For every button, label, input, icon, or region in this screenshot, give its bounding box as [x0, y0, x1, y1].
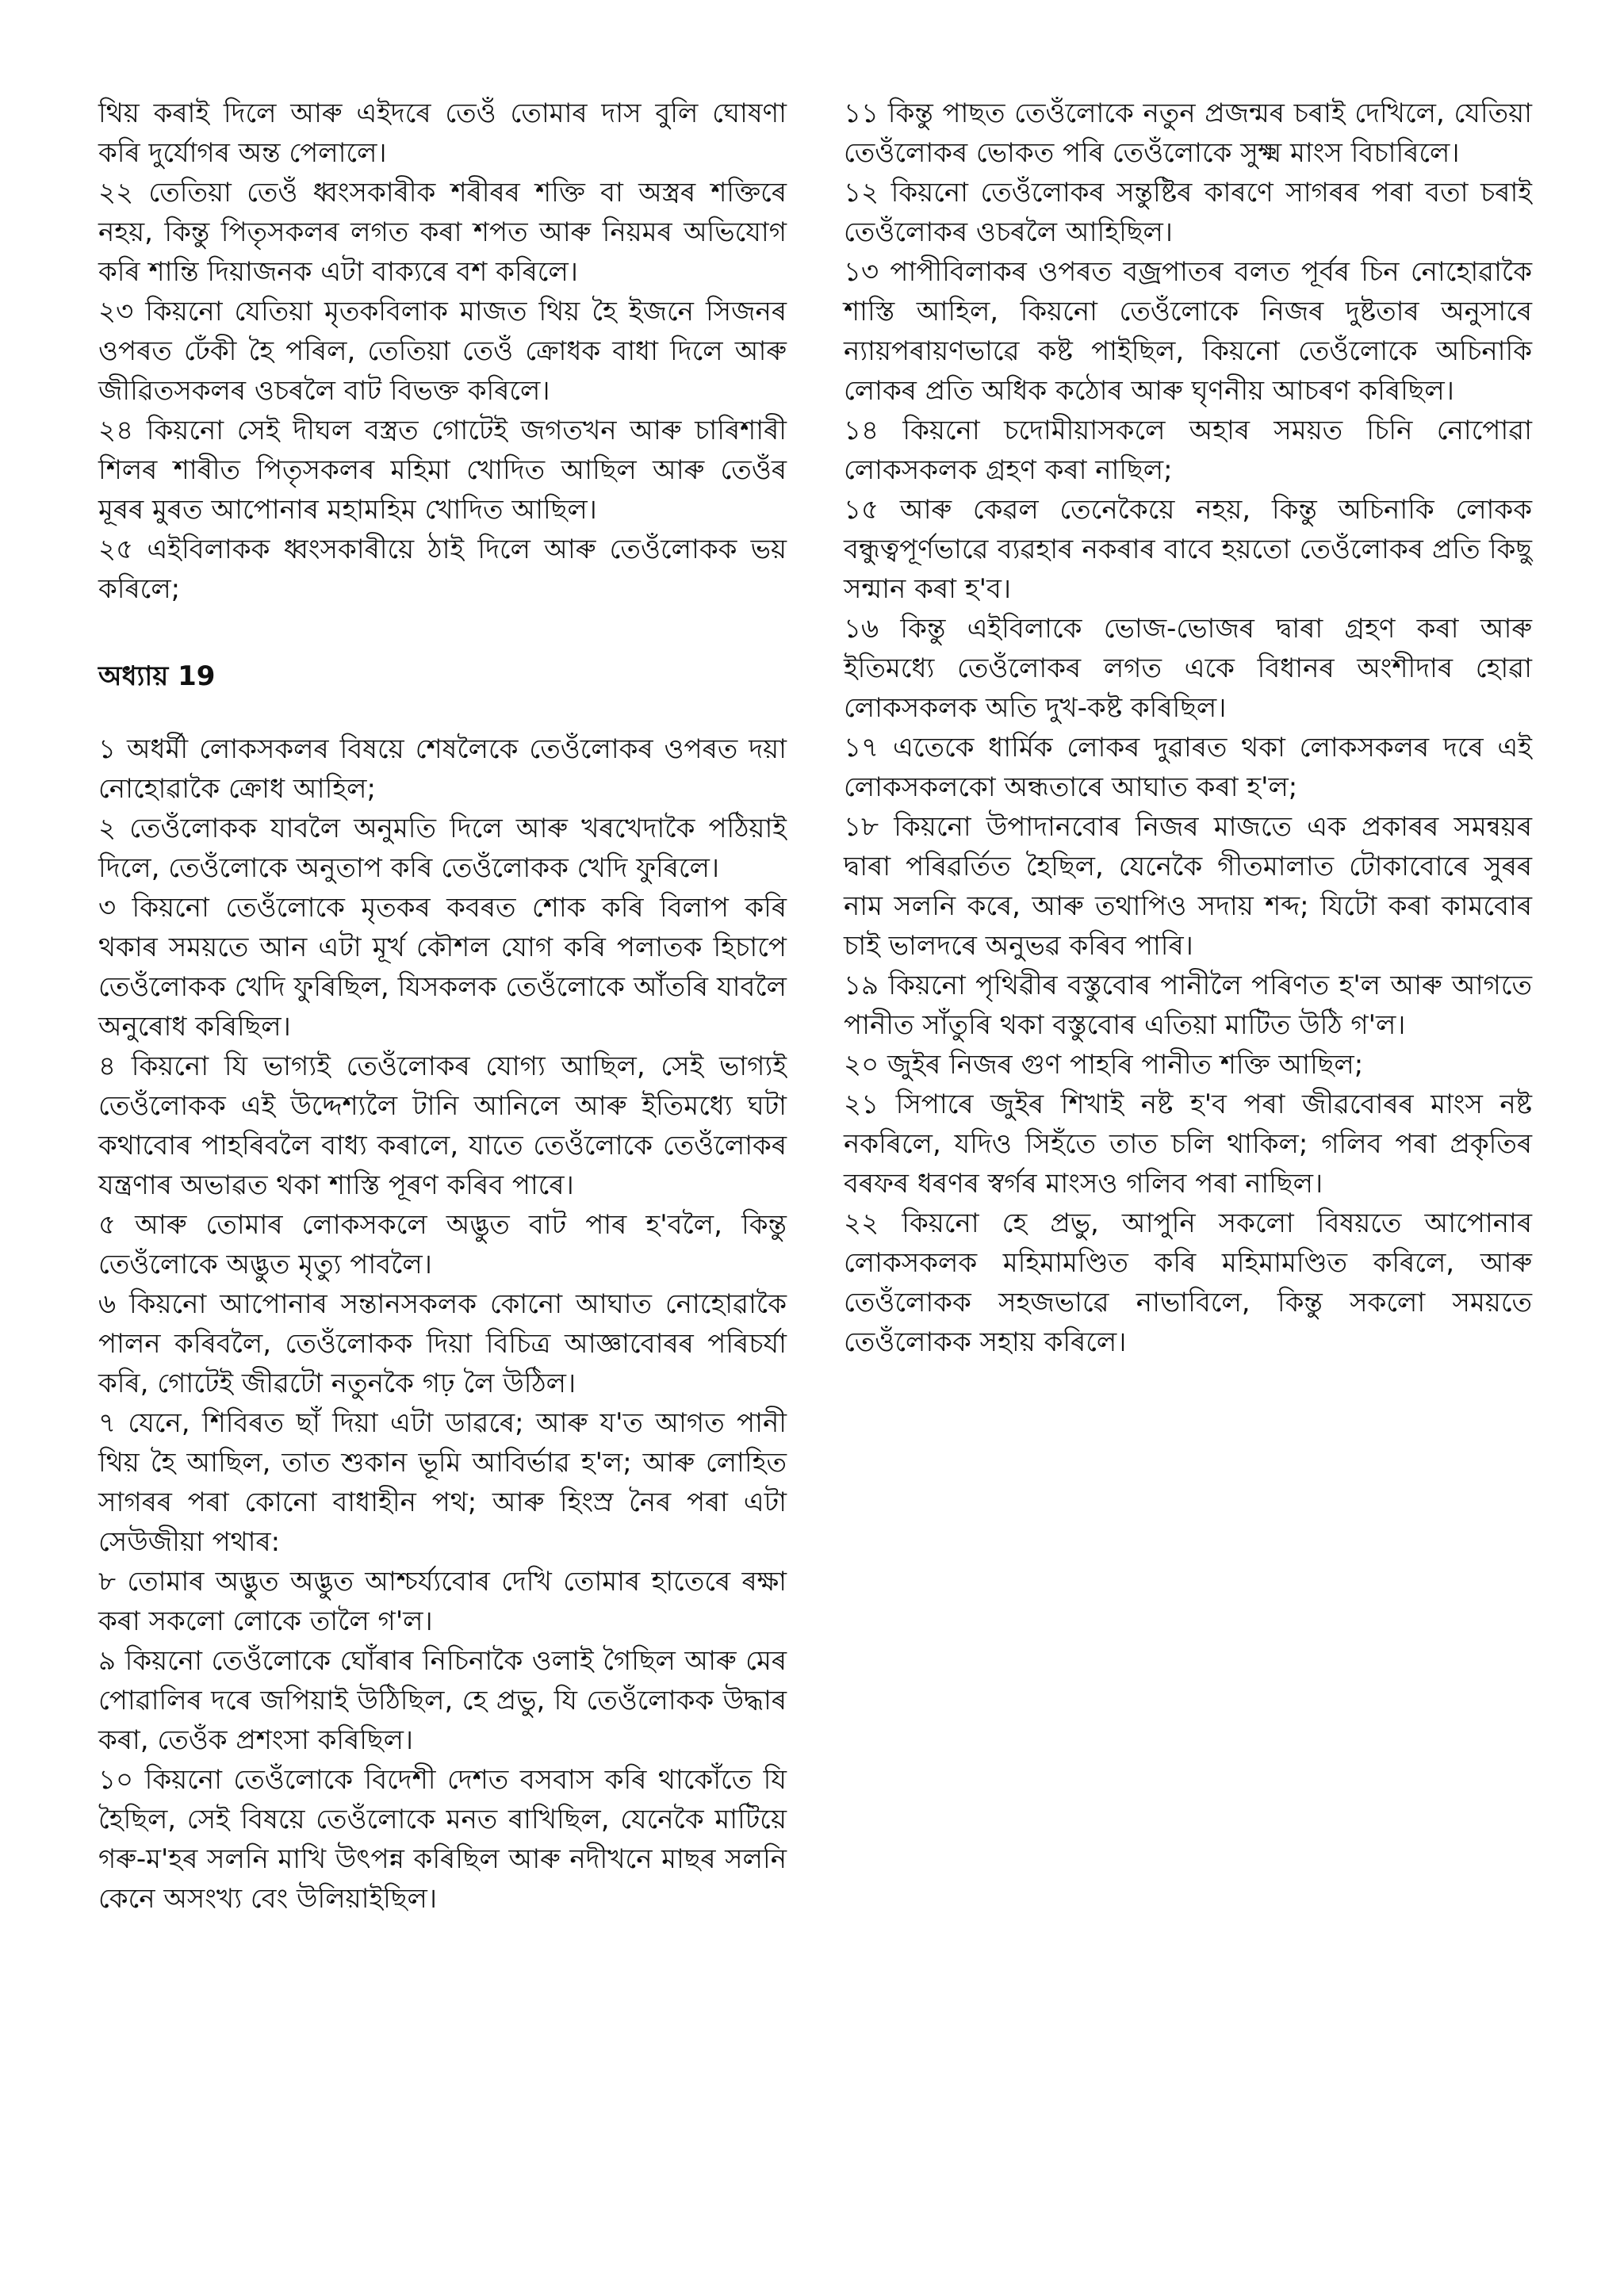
verse: ৭ যেনে, শিবিৰত ছাঁ দিয়া এটা ডাৱৰে; আৰু য'ত আগত পানী থিয় হৈ আছিল, তাত শুকান ভূমি আবিৰ্ভাৱ হ'ল; আৰু লোহিত সাগৰৰ পৰা কোনো বাধাহীন পথ; আৰু হিংস্ৰ নৈৰ পৰা এটা সেউজীয়া পথাৰ:	[98, 1407, 787, 1558]
verse: ১৭ এতেকে ধাৰ্মিক লোকৰ দুৱাৰত থকা লোকসকলৰ দৰে এই লোকসকলকো অন্ধতাৰে আঘাত কৰা হ'ল;	[844, 732, 1532, 803]
verse: ২০ জুইৰ নিজৰ গুণ পাহৰি পানীত শক্তি আছিল;	[844, 1049, 1364, 1081]
verse: ২২ তেতিয়া তেওঁ ধ্বংসকাৰীক শৰীৰৰ শক্তি বা অস্ত্ৰৰ শক্তিৰে নহয়, কিন্তু পিতৃসকলৰ লগত কৰা শপত আৰু নিয়মৰ অভিযোগ কৰি শান্তি দিয়াজনক এটা বাক্যৰে বশ কৰিলে।	[98, 177, 787, 288]
verse: ২১ সিপাৰে জুইৰ শিখাই নষ্ট হ'ব পৰা জীৱবোৰৰ মাংস নষ্ট নকৰিলে, যদিও সিহঁতে তাত চলি থাকিল; গলিব পৰা প্ৰকৃতিৰ বৰফৰ ধৰণৰ স্বৰ্গৰ মাংসও গলিব পৰা নাছিল।	[844, 1089, 1532, 1200]
verse: ১১ কিন্তু পাছত তেওঁলোকে নতুন প্ৰজন্মৰ চৰাই দেখিলে, যেতিয়া তেওঁলোকৰ ভোকত পৰি তেওঁলোকে সুক্ষ্ম মাংস বিচাৰিলে।	[844, 98, 1532, 169]
verse: ১২ কিয়নো তেওঁলোকৰ সন্তুষ্টিৰ কাৰণে সাগৰৰ পৰা বতা চৰাই তেওঁলোকৰ ওচৰলৈ আহিছিল।	[844, 177, 1532, 248]
verse: ৫ আৰু তোমাৰ লোকসকলে অদ্ভুত বাট পাৰ হ'বলৈ, কিন্তু তেওঁলোকে অদ্ভুত মৃত্যু পাবলৈ।	[98, 1209, 787, 1280]
verse: ৩ কিয়নো তেওঁলোকে মৃতকৰ কবৰত শোক কৰি বিলাপ কৰি থকাৰ সময়তে আন এটা মূৰ্খ কৌশল যোগ কৰি পলাতক হিচাপে তেওঁলোকক খেদি ফুৰিছিল, যিসকলক তেওঁলোকে আঁতৰি যাবলৈ অনুৰোধ কৰিছিল।	[98, 892, 787, 1043]
chapter-heading: অধ্যায় 19	[98, 660, 216, 692]
verse: থিয় কৰাই দিলে আৰু এইদৰে তেওঁ তোমাৰ দাস বুলি ঘোষণা কৰি দুৰ্যোগৰ অন্ত পেলালে।	[98, 98, 787, 169]
verse: ১০ কিয়নো তেওঁলোকে বিদেশী দেশত বসবাস কৰি থাকোঁতে যি হৈছিল, সেই বিষয়ে তেওঁলোকে মনত ৰাখিছিল, যেনেকৈ মাটিয়ে গৰু-ম'হৰ সলনি মাখি উৎপন্ন কৰিছিল আৰু নদীখনে মাছৰ সলনি কেনে অসংখ্য বেং উলিয়াইছিল।	[98, 1764, 787, 1915]
verse: ২ তেওঁলোকক যাবলৈ অনুমতি দিলে আৰু খৰখেদাকৈ পঠিয়াই দিলে, তেওঁলোকে অনুতাপ কৰি তেওঁলোকক খেদি ফুৰিলে।	[98, 813, 787, 884]
verse: ৮ তোমাৰ অদ্ভুত অদ্ভুত আশ্চৰ্য্যবোৰ দেখি তোমাৰ হাতেৰে ৰক্ষা কৰা সকলো লোকে তালৈ গ'ল।	[98, 1566, 787, 1637]
verse: ৪ কিয়নো যি ভাগ্যই তেওঁলোকৰ যোগ্য আছিল, সেই ভাগ্যই তেওঁলোকক এই উদ্দেশ্যলৈ টানি আনিলে আৰু ইতিমধ্যে ঘটা কথাবোৰ পাহৰিবলৈ বাধ্য কৰালে, যাতে তেওঁলোকে তেওঁলোকৰ যন্ত্ৰণাৰ অভাৱত থকা শাস্তি পূৰণ কৰিব পাৰে।	[98, 1050, 787, 1201]
right-column	[844, 94, 1532, 1362]
verse: ২৩ কিয়নো যেতিয়া মৃতকবিলাক মাজত থিয় হৈ ইজনে সিজনৰ ওপৰত ঢেঁকী হৈ পৰিল, তেতিয়া তেওঁ ক্ৰোধক বাধা দিলে আৰু জীৱিতসকলৰ ওচৰলৈ বাট বিভক্ত কৰিলে।	[98, 296, 787, 407]
verse: ১৮ কিয়নো উপাদানবোৰ নিজৰ মাজতে এক প্ৰকাৰৰ সমন্বয়ৰ দ্বাৰা পৰিৱৰ্তিত হৈছিল, যেনেকৈ গীতমালাত টোকাবোৰে সুৰৰ নাম সলনি কৰে, আৰু তথাপিও সদায় শব্দ; যিটো কৰা কামবোৰ চাই ভালদৰে অনুভৱ কৰিব পাৰি।	[844, 811, 1532, 962]
verse: ৯ কিয়নো তেওঁলোকে ঘোঁৰাৰ নিচিনাকৈ ওলাই গৈছিল আৰু মেৰ পোৱালিৰ দৰে জপিয়াই উঠিছিল, হে প্ৰভু, যি তেওঁলোকক উদ্ধাৰ কৰা, তেওঁক প্ৰশংসা কৰিছিল।	[98, 1645, 787, 1756]
verse: ২৪ কিয়নো সেই দীঘল বস্ত্ৰত গোটেই জগতখন আৰু চাৰিশাৰী শিলৰ শাৰীত পিতৃসকলৰ মহিমা খোদিত আছিল আৰু তেওঁৰ মূৰৰ মুৰত আপোনাৰ মহামহিম খোদিত আছিল।	[98, 415, 787, 526]
verse: ১৬ কিন্তু এইবিলাকে ভোজ-ভোজৰ দ্বাৰা গ্ৰহণ কৰা আৰু ইতিমধ্যে তেওঁলোকৰ লগত একে বিধানৰ অংশীদাৰ হোৱা লোকসকলক অতি দুখ-কষ্ট কৰিছিল।	[844, 613, 1532, 724]
verse: ২২ কিয়নো হে প্ৰভু, আপুনি সকলো বিষয়তে আপোনাৰ লোকসকলক মহিমামণ্ডিত কৰি মহিমামণ্ডিত কৰিলে, আৰু তেওঁলোকক সহজভাৱে নাভাবিলে, কিন্তু সকলো সময়তে তেওঁলোকক সহায় কৰিলে।	[844, 1207, 1532, 1358]
verse: ১৫ আৰু কেৱল তেনেকৈয়ে নহয়, কিন্তু অচিনাকি লোকক বন্ধুত্বপূৰ্ণভাৱে ব্যৱহাৰ নকৰাৰ বাবে হয়তো তেওঁলোকৰ প্ৰতি কিছু সন্মান কৰা হ'ব।	[844, 494, 1532, 605]
verse: ১৪ কিয়নো চদোমীয়াসকলে অহাৰ সময়ত চিনি নোপোৱা লোকসকলক গ্ৰহণ কৰা নাছিল;	[844, 415, 1532, 486]
verse: ১৯ কিয়নো পৃথিৱীৰ বস্তুবোৰ পানীলৈ পৰিণত হ'ল আৰু আগতে পানীত সাঁতুৰি থকা বস্তুবোৰ এতিয়া মাটিত উঠি গ'ল।	[844, 970, 1532, 1041]
verse: ১৩ পাপীবিলাকৰ ওপৰত বজ্ৰপাতৰ বলত পূৰ্বৰ চিন নোহোৱাকৈ শাস্তি আহিল, কিয়নো তেওঁলোকে নিজৰ দুষ্টতাৰ অনুসাৰে ন্যায়পৰায়ণভাৱে কষ্ট পাইছিল, কিয়নো তেওঁলোকে অচিনাকি লোকৰ প্ৰতি অধিক কঠোৰ আৰু ঘৃণনীয় আচৰণ কৰিছিল।	[844, 256, 1532, 407]
verse: ৬ কিয়নো আপোনাৰ সন্তানসকলক কোনো আঘাত নোহোৱাকৈ পালন কৰিবলৈ, তেওঁলোকক দিয়া বিচিত্ৰ আজ্ঞাবোৰৰ পৰিচৰ্যা কৰি, গোটেই জীৱটো নতুনকৈ গঢ় লৈ উঠিল।	[98, 1288, 787, 1399]
verse: ১ অধৰ্মী লোকসকলৰ বিষয়ে শেষলৈকে তেওঁলোকৰ ওপৰত দয়া নোহোৱাকৈ ক্ৰোধ আহিল;	[98, 733, 787, 805]
verse: ২৫ এইবিলাকক ধ্বংসকাৰীয়ে ঠাই দিলে আৰু তেওঁলোকক ভয় কৰিলে;	[98, 534, 787, 605]
left-column	[98, 94, 787, 1919]
